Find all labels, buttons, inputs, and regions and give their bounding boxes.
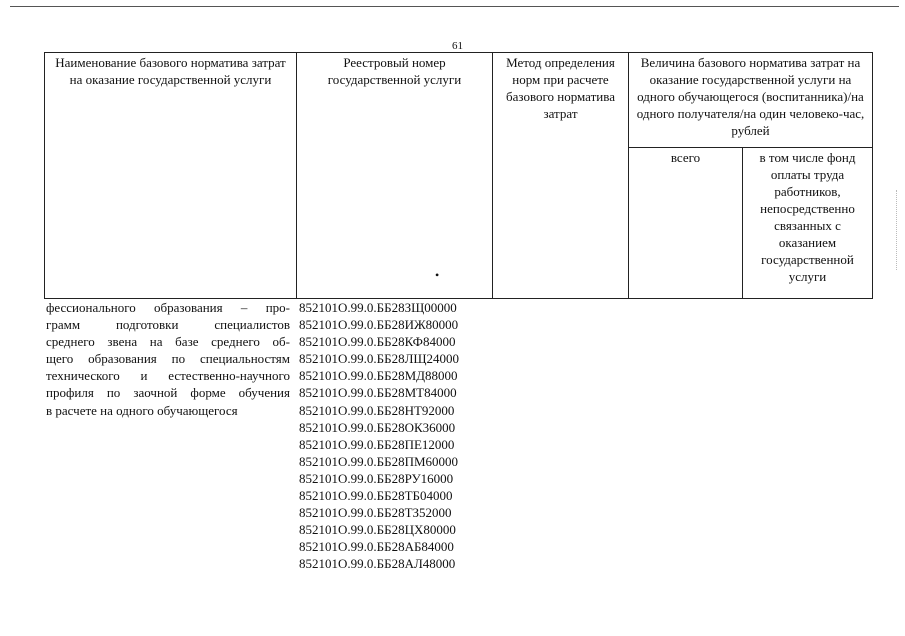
registry-code: 852101О.99.0.ББ28ОК36000 [299,419,456,435]
description-line: в расчете на одного обучающегося [46,402,238,418]
registry-code: 852101О.99.0.ББ28КФ84000 [299,334,456,350]
registry-code: 852101О.99.0.ББ28АЛ48000 [299,556,456,572]
header-norm-value: Величина базового норматива затрат на оказание государственной услуги на одного обучающегося (воспитанника)/на одного получателя/на один человеко-час, рублей [629,53,873,148]
registry-code: 852101О.99.0.ББ28ПЕ12000 [299,436,455,452]
service-description [46,299,290,419]
header-registry-number: Реестровый номер государственной услуги [297,53,493,299]
description-line: щего образования по специальностям [46,351,290,367]
registry-code: 852101О.99.0.ББ28РУ16000 [299,470,454,486]
registry-code: 852101О.99.0.ББ28АБ84000 [299,539,454,555]
description-line: технического и естественно-научного [46,368,290,384]
page-number: 61 [452,40,463,52]
norm-table [44,52,873,299]
header-method: Метод определения норм при расчете базового норматива затрат [493,53,629,299]
registry-code-list [299,299,499,573]
registry-code: 852101О.99.0.ББ28ТЗ52000 [299,505,452,521]
header-total: всего [629,148,743,299]
description-line: профиля по заочной форме обучения [46,385,290,401]
description-line: среднего звена на базе среднего об- [46,334,290,350]
registry-code: 852101О.99.0.ББ28МД88000 [299,368,458,384]
registry-code: 852101О.99.0.ББ28НТ92000 [299,402,455,418]
scan-margin-marks [894,190,897,270]
registry-code: 852101О.99.0.ББ28ИЖ80000 [299,317,459,333]
registry-code: 852101О.99.0.ББ28ПМ60000 [299,453,459,469]
page-top-rule [10,6,899,7]
registry-code: 852101О.99.0.ББ28ЗЩ00000 [299,300,457,315]
header-wage-fund: в том числе фонд оплаты труда работников, непосредственно связанных с оказанием государственной услуги [743,148,873,299]
registry-code: 852101О.99.0.ББ28ЦХ80000 [299,522,456,538]
stray-dot-mark: • [435,268,440,282]
registry-code: 852101О.99.0.ББ28МТ84000 [299,385,457,401]
registry-code: 852101О.99.0.ББ28ЛЩ24000 [299,351,459,367]
description-line: грамм подготовки специалистов [46,317,290,333]
header-service-name: Наименование базового норматива затрат на оказание государственной услуги [45,53,297,299]
description-line: фессионального образования – про- [46,300,290,315]
registry-code: 852101О.99.0.ББ28ТБ04000 [299,488,453,504]
